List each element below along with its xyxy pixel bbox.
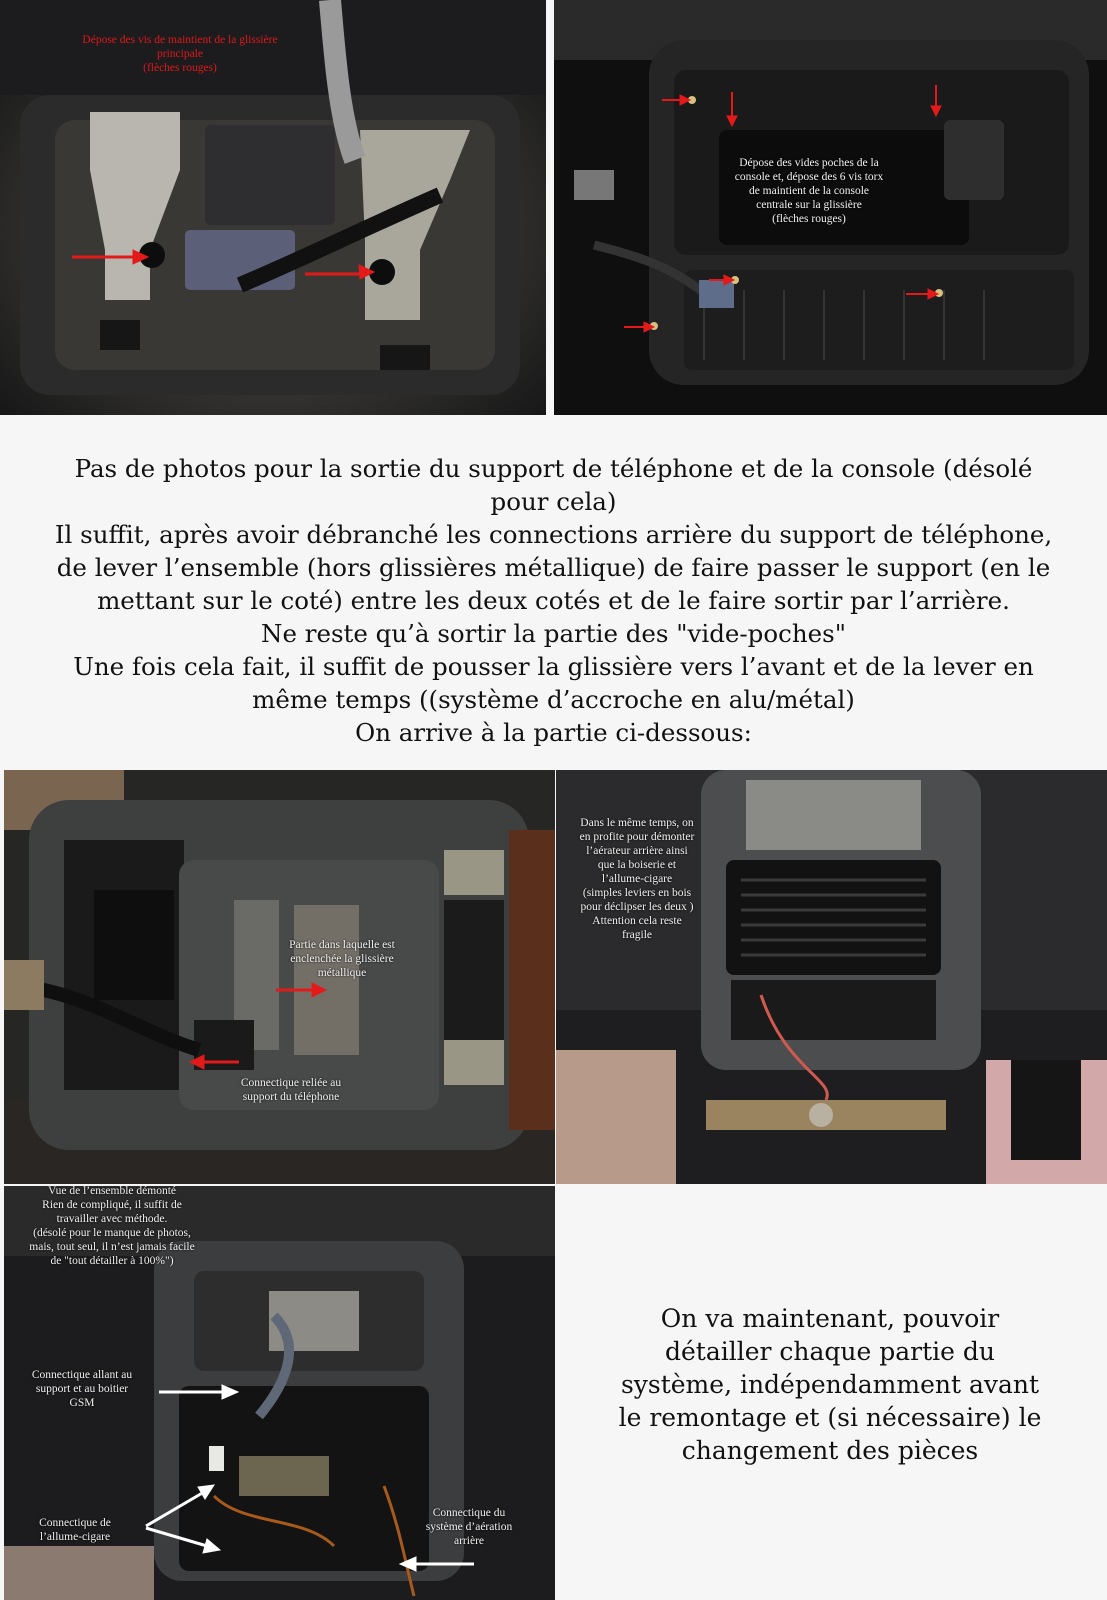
intro-line: pour cela) <box>490 487 617 516</box>
photo-rear-vent <box>556 770 1107 1184</box>
photo-storage-removal <box>554 0 1107 415</box>
intro-line: Une fois cela fait, il suffit de pousser la glissière vers l’avant et de la lever en <box>73 652 1034 681</box>
caption-phone-connector: Connectique reliée au support du téléphone <box>240 1077 342 1103</box>
intro-line: Pas de photos pour la sortie du support de téléphone et de la console (désolé <box>74 454 1033 483</box>
caption-storage-removal: Dépose des vides poches de la console et, dépose des 6 vis torx de maintient de la console centrale sur la glissière (flèches rouges) <box>734 157 884 225</box>
caption-rear-vent: Dans le même temps, on en profite pour démonter l’aérateur arrière ainsi que la boiserie et l’allume-cigare (simples leviers en bois pour déclipser les deux ) Attention cela reste fragile <box>579 817 695 941</box>
photo-slide-rail-screws <box>0 0 546 415</box>
closing-text <box>575 1302 1085 1467</box>
caption-overview: Vue de l’ensemble démonté Rien de compliqué, il suffit de travailler avec méthode. (désolé pour le manque de photos, mais, tout seul, il n’est jamais facile de "tout détailler à 100%") <box>29 1186 195 1267</box>
intro-line: même temps ((système d’accroche en alu/métal) <box>252 685 855 714</box>
caption-gsm-connector: Connectique allant au support et au boitier GSM <box>31 1369 133 1409</box>
caption-cigar-lighter-connector: Connectique de l’allume-cigare <box>39 1517 111 1543</box>
closing-line: détailler chaque partie du <box>664 1337 996 1366</box>
caption-slide-engagement: Partie dans laquelle est enclenchée la glissière métallique <box>289 939 395 979</box>
intro-line: de lever l’ensemble (hors glissières métallique) de faire passer le support (en le <box>56 553 1051 582</box>
closing-line: changement des pièces <box>681 1436 979 1465</box>
caption-air-connector: Connectique du système d’aération arrière <box>425 1507 513 1547</box>
caption-slide-rail-screws: Dépose des vis de maintient de la glissière principale (flèches rouges) <box>82 34 278 74</box>
closing-line: système, indépendamment avant <box>620 1370 1040 1399</box>
intro-line: Il suffit, après avoir débranché les connections arrière du support de téléphone, <box>54 520 1053 549</box>
intro-line: Ne reste qu’à sortir la partie des "vide-poches" <box>261 619 846 648</box>
intro-line: On arrive à la partie ci-dessous: <box>355 718 752 747</box>
closing-line: le remontage et (si nécessaire) le <box>618 1403 1042 1432</box>
closing-line: On va maintenant, pouvoir <box>660 1304 1000 1333</box>
intro-line: mettant sur le coté) entre les deux cotés et de le faire sortir par l’arrière. <box>97 586 1010 615</box>
photo-disassembled-overview <box>4 1186 555 1600</box>
intro-text <box>20 452 1087 749</box>
photo-console-frame <box>4 770 555 1184</box>
